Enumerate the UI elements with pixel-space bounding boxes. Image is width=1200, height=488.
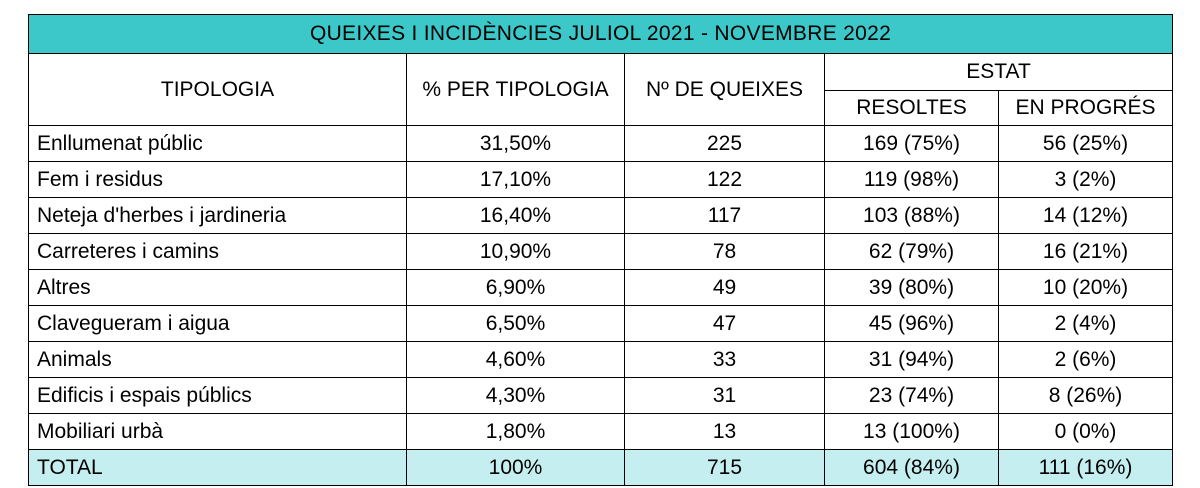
cell-tipologia: Clavegueram i aigua (29, 306, 407, 342)
header-en-progres: EN PROGRÉS (999, 91, 1173, 126)
cell-en-progres: 2 (6%) (999, 342, 1173, 378)
table-row (29, 198, 1173, 234)
cell-resoltes: 103 (88%) (825, 198, 999, 234)
cell-total-count: 715 (625, 450, 825, 486)
cell-tipologia: Enllumenat públic (29, 126, 407, 162)
header-count: Nº DE QUEIXES (625, 54, 825, 126)
table-row (29, 414, 1173, 450)
page-title: QUEIXES I INCIDÈNCIES JULIOL 2021 - NOVEMBRE 2022 (29, 15, 1173, 54)
cell-resoltes: 45 (96%) (825, 306, 999, 342)
cell-tipologia: Fem i residus (29, 162, 407, 198)
cell-resoltes: 31 (94%) (825, 342, 999, 378)
table-title-row (29, 15, 1173, 54)
cell-en-progres: 56 (25%) (999, 126, 1173, 162)
table-row (29, 126, 1173, 162)
cell-tipologia: Altres (29, 270, 407, 306)
header-percent: % PER TIPOLOGIA (407, 54, 625, 126)
header-tipologia: TIPOLOGIA (29, 54, 407, 126)
table-row (29, 162, 1173, 198)
cell-resoltes: 62 (79%) (825, 234, 999, 270)
cell-percent: 6,90% (407, 270, 625, 306)
cell-count: 225 (625, 126, 825, 162)
cell-count: 117 (625, 198, 825, 234)
cell-total-en-progres: 111 (16%) (999, 450, 1173, 486)
cell-count: 47 (625, 306, 825, 342)
cell-percent: 4,30% (407, 378, 625, 414)
cell-percent: 17,10% (407, 162, 625, 198)
cell-percent: 1,80% (407, 414, 625, 450)
table-total-row (29, 450, 1173, 486)
cell-en-progres: 0 (0%) (999, 414, 1173, 450)
cell-percent: 31,50% (407, 126, 625, 162)
column-header-row (29, 54, 1173, 91)
table-body (29, 126, 1173, 486)
cell-resoltes: 13 (100%) (825, 414, 999, 450)
cell-en-progres: 8 (26%) (999, 378, 1173, 414)
cell-count: 122 (625, 162, 825, 198)
header-resoltes: RESOLTES (825, 91, 999, 126)
cell-count: 33 (625, 342, 825, 378)
cell-total-resoltes: 604 (84%) (825, 450, 999, 486)
cell-percent: 4,60% (407, 342, 625, 378)
cell-tipologia: Mobiliari urbà (29, 414, 407, 450)
cell-resoltes: 23 (74%) (825, 378, 999, 414)
table-header (29, 15, 1173, 126)
cell-percent: 6,50% (407, 306, 625, 342)
cell-tipologia: Carreteres i camins (29, 234, 407, 270)
header-estat: ESTAT (825, 54, 1173, 91)
cell-resoltes: 169 (75%) (825, 126, 999, 162)
cell-en-progres: 10 (20%) (999, 270, 1173, 306)
cell-en-progres: 16 (21%) (999, 234, 1173, 270)
cell-en-progres: 2 (4%) (999, 306, 1173, 342)
table-row (29, 342, 1173, 378)
cell-tipologia: Animals (29, 342, 407, 378)
cell-count: 78 (625, 234, 825, 270)
table-row (29, 234, 1173, 270)
cell-resoltes: 39 (80%) (825, 270, 999, 306)
cell-count: 49 (625, 270, 825, 306)
cell-tipologia: Neteja d'herbes i jardineria (29, 198, 407, 234)
cell-en-progres: 14 (12%) (999, 198, 1173, 234)
cell-percent: 16,40% (407, 198, 625, 234)
complaints-table (28, 14, 1173, 486)
table-row (29, 306, 1173, 342)
table-row (29, 270, 1173, 306)
table-row (29, 378, 1173, 414)
cell-total-percent: 100% (407, 450, 625, 486)
cell-count: 31 (625, 378, 825, 414)
cell-percent: 10,90% (407, 234, 625, 270)
cell-resoltes: 119 (98%) (825, 162, 999, 198)
cell-en-progres: 3 (2%) (999, 162, 1173, 198)
cell-count: 13 (625, 414, 825, 450)
cell-total-label: TOTAL (29, 450, 407, 486)
cell-tipologia: Edificis i espais públics (29, 378, 407, 414)
